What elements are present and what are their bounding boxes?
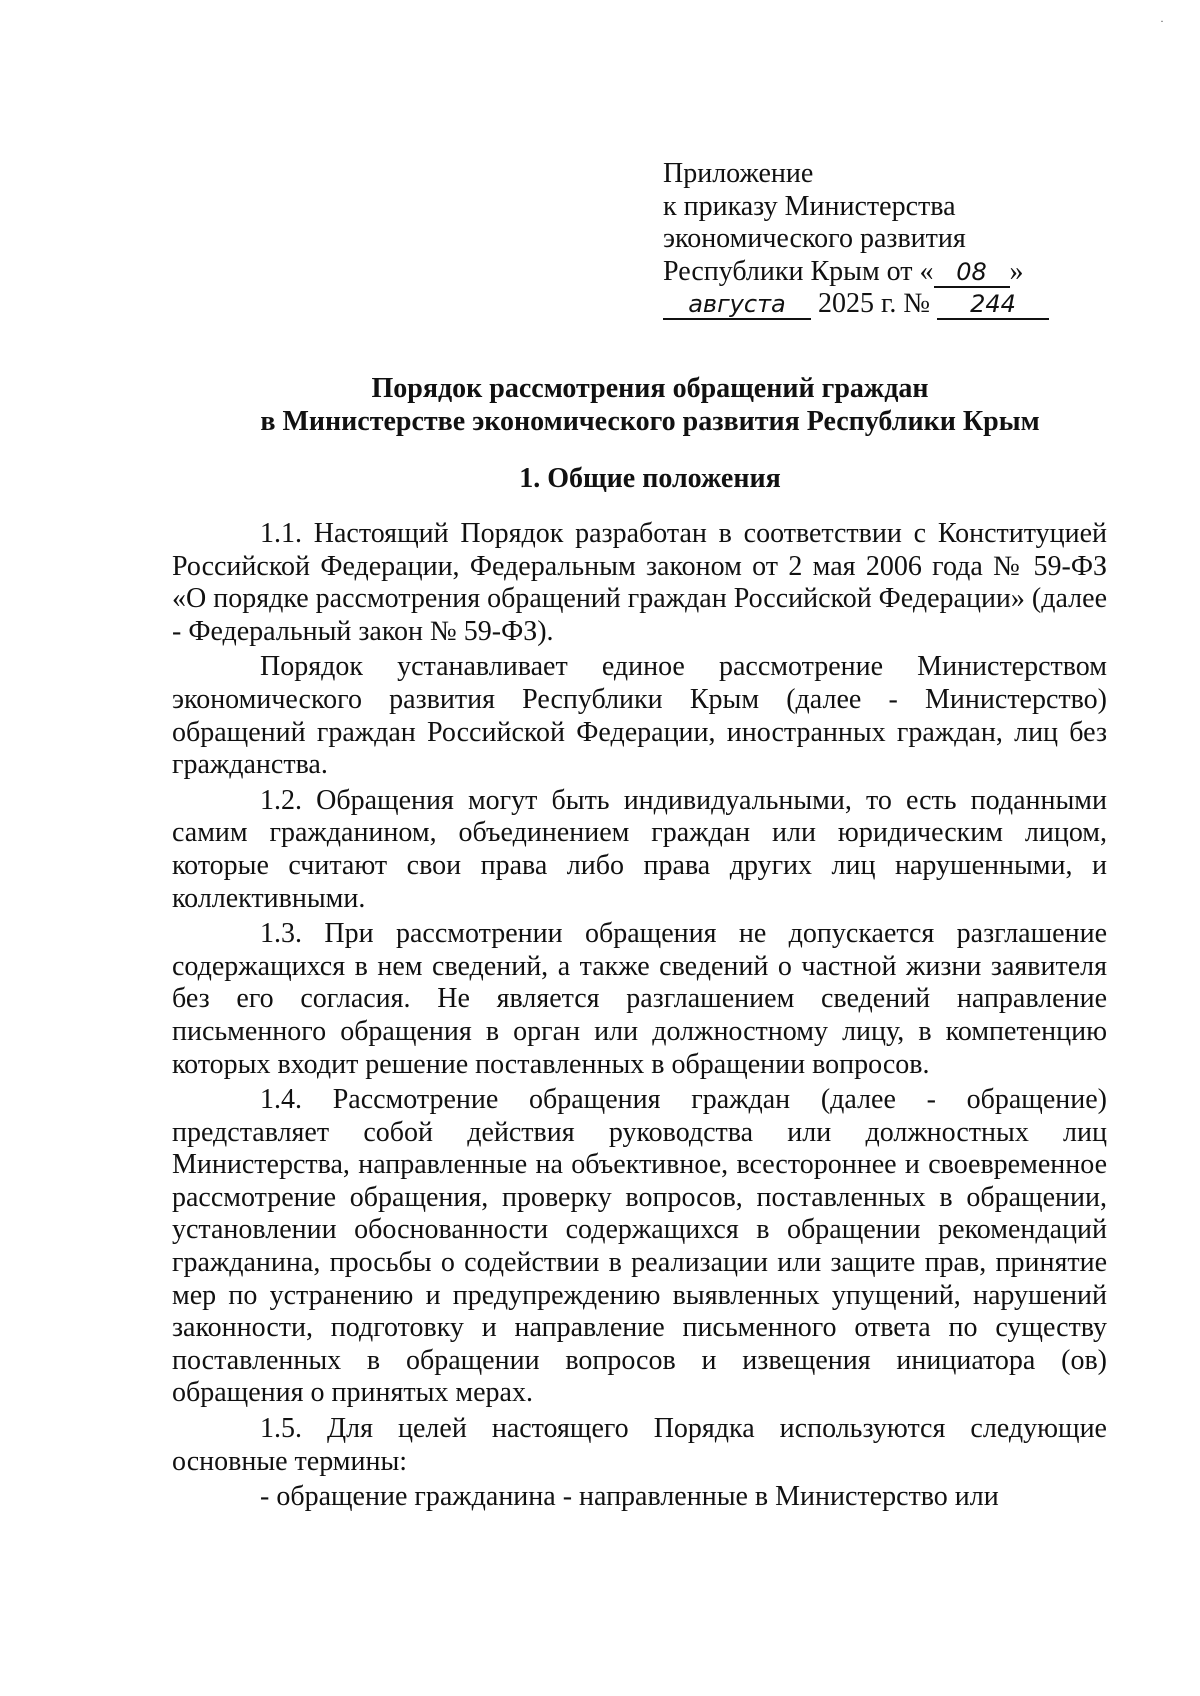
title-line: Порядок рассмотрения обращений граждан [371, 373, 929, 404]
paragraph: 1.4. Рассмотрение обращения граждан (далее - обращение) представляет собой действия руководства или должностных лиц Министерства, направленные на объективное, всестороннее и своевременное рассмотрение обращения, проверку вопросов, поставленных в обращении, установлении обоснованности содержащихся в обращении рекомендаций гражданина, просьбы о содействии в реализации или защите прав, принятие мер по устранению и предупреждению выявленных упущений, нарушений законности, подготовку и направление письменного ответа по существу поставленных в обращении вопросов и извещения инициатора (ов) обращения о принятых мерах. [172, 1084, 1107, 1409]
section-heading: 1. Общие положения [519, 463, 781, 494]
appendix-date-prefix: Республики Крым от « [663, 255, 934, 287]
document-body [172, 518, 1107, 1517]
title-line: в Министерстве экономического развития Республики Крым [260, 406, 1040, 437]
document-title [175, 372, 1125, 438]
appendix-block [663, 158, 1093, 321]
paragraph: 1.1. Настоящий Порядок разработан в соответствии с Конституцией Российской Федерации, Федеральным законом от 2 мая 2006 года № 59-ФЗ «О порядке рассмотрения обращений граждан Российской Федерации» (далее - Федеральный закон № 59-ФЗ). [172, 518, 1107, 647]
paragraph: 1.2. Обращения могут быть индивидуальными, то есть поданными самим гражданином, объединением граждан или юридическим лицом, которые считают свои права либо права других лиц нарушенными, и коллективными. [172, 784, 1107, 914]
handwritten-number: 244 [937, 290, 1049, 320]
term-item: - обращение гражданина - направленные в Министерство или [260, 1481, 999, 1513]
appendix-date-line [663, 256, 1093, 289]
handwritten-month: августа [663, 290, 811, 320]
paragraph: 1.3. При рассмотрении обращения не допускается разглашение содержащихся в нем сведений, а также сведений о частной жизни заявителя без его согласия. Не является разглашением сведений направление письменного обращения в орган или должностному лицу, в компетенцию которых входит решение поставленных в обращении вопросов. [172, 918, 1107, 1080]
appendix-line: экономического развития [663, 223, 966, 254]
appendix-year: 2025 г. № [818, 288, 931, 319]
handwritten-day: 08 [934, 258, 1010, 288]
scan-mark: · [1160, 14, 1164, 28]
appendix-number-line [663, 288, 1093, 321]
paragraph: Порядок устанавливает единое рассмотрение Министерством экономического развития Республики Крым (далее - Министерство) обращений граждан Российской Федерации, иностранных граждан, лиц без гражданства. [172, 651, 1107, 781]
appendix-date-suffix: » [1009, 255, 1024, 287]
paragraph: 1.5. Для целей настоящего Порядка используются следующие основные термины: [172, 1413, 1107, 1477]
appendix-line: к приказу Министерства [663, 190, 956, 222]
appendix-line: Приложение [663, 158, 814, 189]
